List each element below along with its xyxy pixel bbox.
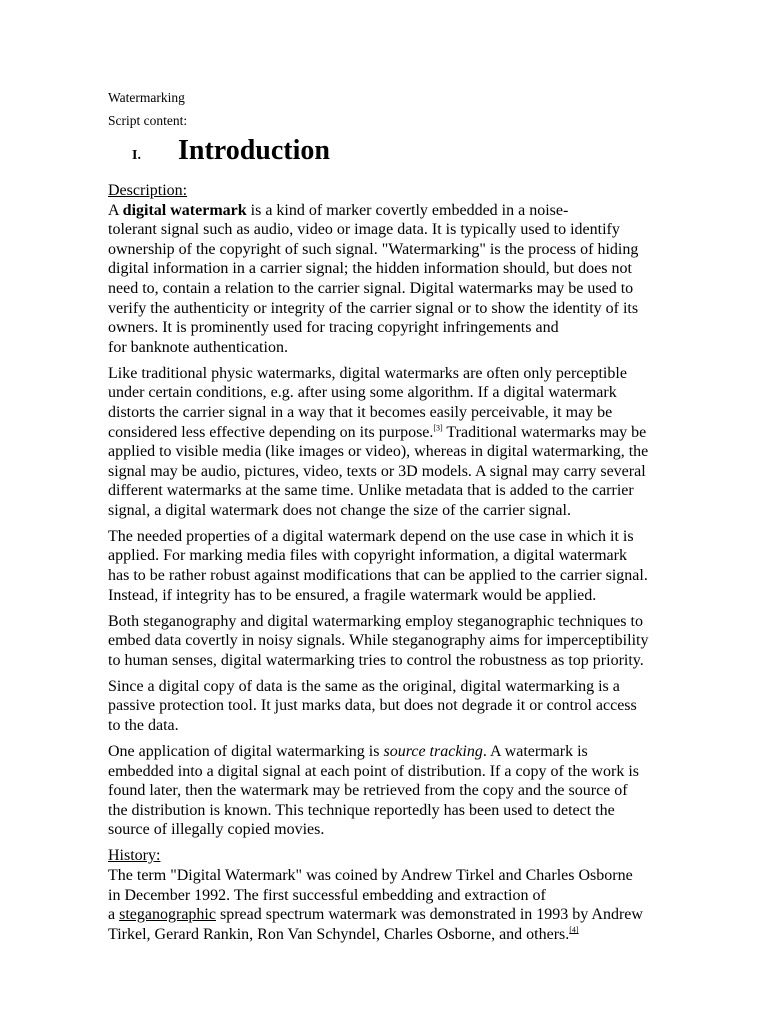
text-run: different watermarks at the same time. Unlike metadata that is added to the carrier [108,482,634,500]
text-run: has to be rather robust against modifications that can be applied to the carrier signal. [108,567,648,585]
text-run: source of illegally copied movies. [108,821,325,839]
section-title: Introduction [178,135,330,166]
text-run: The term "Digital Watermark" was coined by Andrew Tirkel and Charles Osborne [108,866,633,884]
text-run: a [108,906,120,924]
description-paragraph-1 [108,201,723,358]
document-label: Watermarking [108,90,185,105]
text-run: found later, then the watermark may be retrieved from the copy and the source of [108,782,628,800]
document-page [108,88,723,944]
text-run: verify the authenticity or integrity of the carrier signal or to show the identity of its [108,299,639,317]
description-paragraph-4 [108,612,723,671]
text-run: . A watermark is [482,742,588,760]
text-run: owners. It is prominently used for tracing copyright infringements and [108,319,559,337]
description-paragraph-2 [108,364,723,521]
text-run: is a kind of marker covertly embedded in a noise- [246,201,569,219]
text-run: for banknote authentication. [108,338,288,356]
text-run: in December 1992. The first successful embedding and extraction of [108,886,546,904]
text-run: ownership of the copyright of such signal. "Watermarking" is the process of hiding [108,240,639,258]
history-paragraph-1 [108,866,723,944]
description-paragraph-6 [108,742,723,840]
citation-ref[interactable]: [3] [433,423,443,433]
bold-term: digital watermark [122,201,247,219]
italic-term: source tracking [383,742,483,760]
text-run: applied to visible media (like images or video), whereas in digital watermarking, the [108,443,649,461]
citation-ref[interactable]: [4] [569,925,579,935]
text-run: applied. For marking media files with copyright information, a digital watermark [108,547,627,565]
section-heading [132,135,723,181]
text-run: Like traditional physic watermarks, digital watermarks are often only perceptible [108,364,627,382]
text-run: embedded into a digital signal at each point of distribution. If a copy of the work is [108,762,639,780]
text-run: The needed properties of a digital watermark depend on the use case in which it is [108,527,634,545]
description-paragraph-3 [108,527,723,605]
text-run: Traditional watermarks may be [442,423,647,441]
text-run: Instead, if integrity has to be ensured, a fragile watermark would be applied. [108,586,597,604]
description-label: Description: [108,182,188,199]
text-run: to human senses, digital watermarking tries to control the robustness as top priority. [108,651,644,669]
text-run: Tirkel, Gerard Rankin, Ron Van Schyndel, Charles Osborne, and others. [108,925,570,943]
text-run: A [108,201,123,219]
text-run: distorts the carrier signal in a way that it becomes easily perceivable, it may be [108,403,613,421]
text-run: to the data. [108,717,179,734]
text-run: the distribution is known. This technique reportedly has been used to detect the [108,801,615,819]
text-run: signal, a digital watermark does not change the size of the carrier signal. [108,501,571,519]
text-run: passive protection tool. It just marks data, but does not degrade it or control access [108,697,637,715]
section-number: I. [132,148,141,163]
text-run: One application of digital watermarking is [108,742,384,760]
text-run: under certain conditions, e.g. after using some algorithm. If a digital watermark [108,384,617,402]
text-run: need to, contain a relation to the carrier signal. Digital watermarks may be used to [108,279,634,297]
text-run: tolerant signal such as audio, video or image data. It is typically used to identify [108,221,620,239]
text-run: digital information in a carrier signal; the hidden information should, but does not [108,260,632,278]
text-run: Since a digital copy of data is the same as the original, digital watermarking is a [108,677,620,695]
description-paragraph-5 [108,677,723,736]
text-run: Both steganography and digital watermarking employ steganographic techniques to [108,612,643,630]
history-label: History: [108,847,161,865]
text-run: considered less effective depending on its purpose. [108,423,434,441]
text-run: embed data covertly in noisy signals. While steganography aims for imperceptibility [108,632,649,650]
text-run: spread spectrum watermark was demonstrated in 1993 by Andrew [215,906,643,924]
script-content-label: Script content: [108,113,188,128]
steganographic-link[interactable]: steganographic [119,906,216,924]
text-run: signal may be audio, pictures, video, texts or 3D models. A signal may carry several [108,462,646,480]
